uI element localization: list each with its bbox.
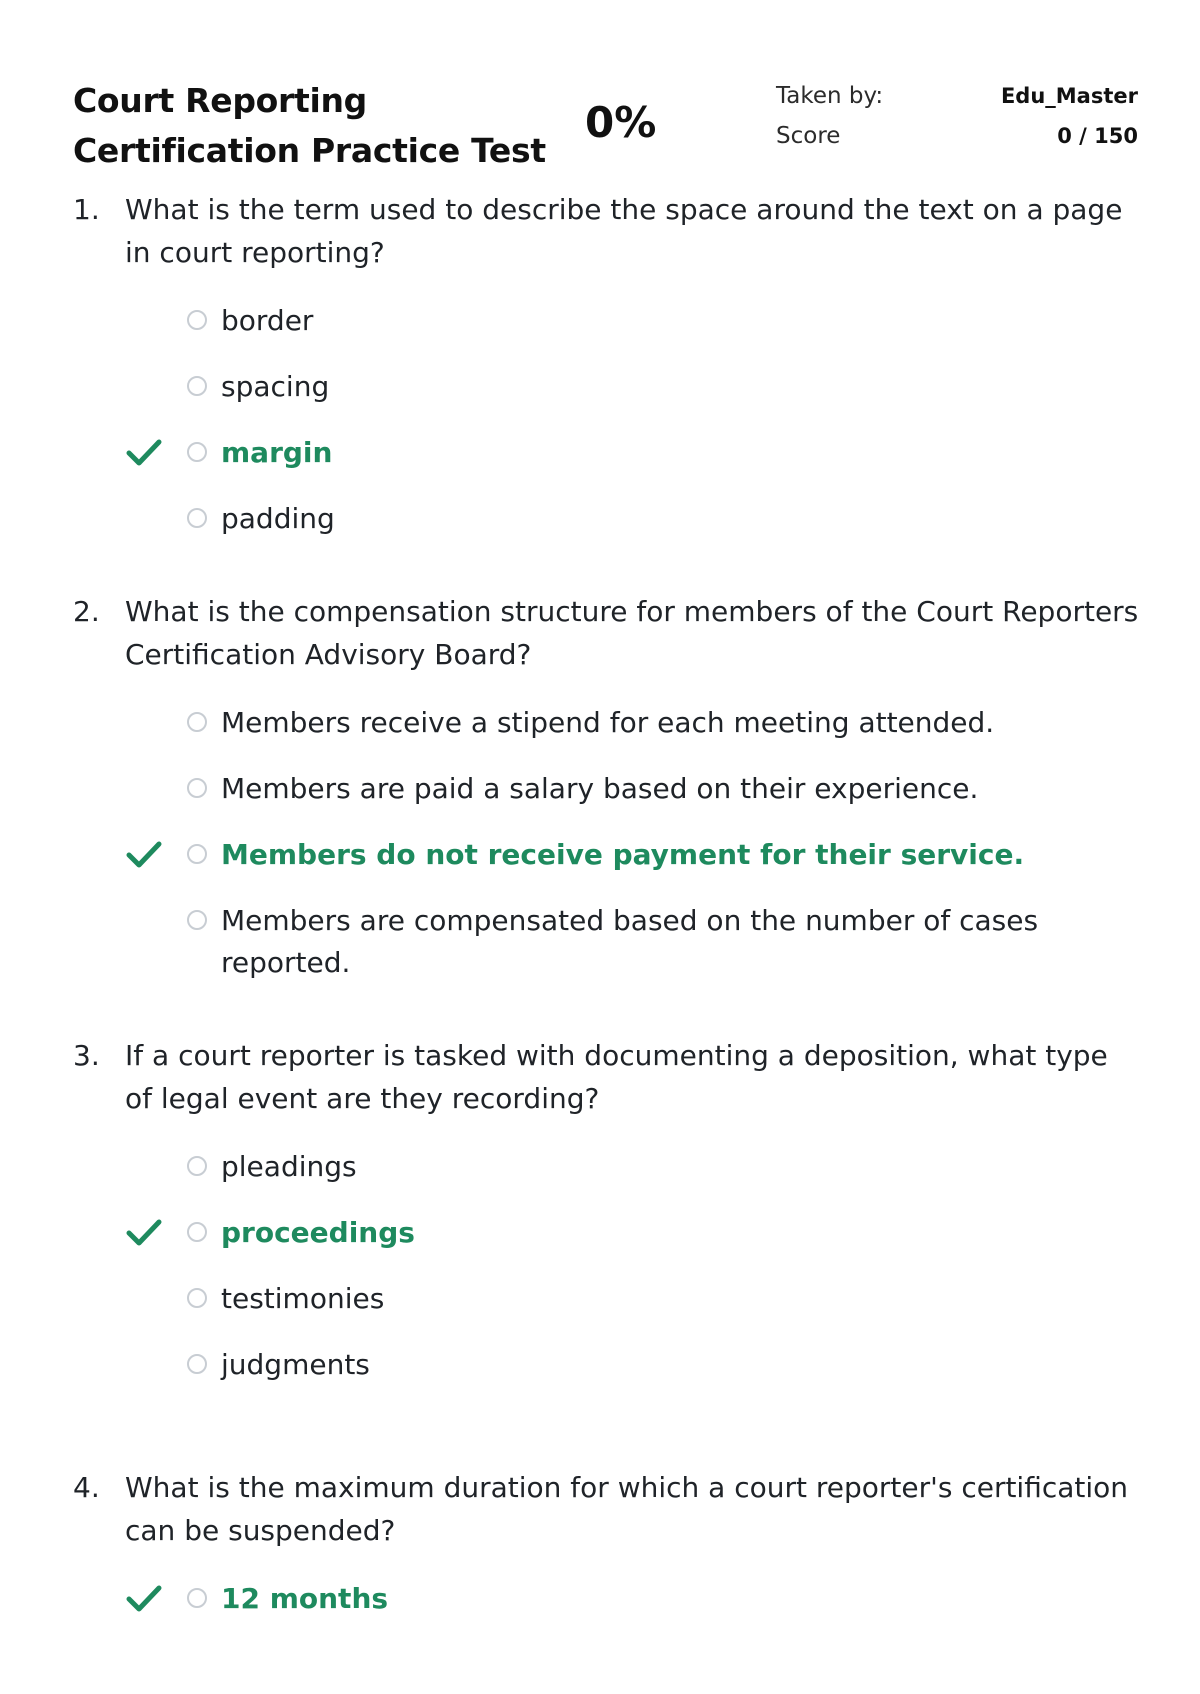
answer-option-correct[interactable] [73, 1212, 1143, 1254]
answer-label: margin [221, 436, 333, 469]
question-header [73, 188, 1143, 274]
answer-options [73, 1146, 1143, 1386]
title-line-1: Court Reporting [73, 81, 367, 120]
test-header [73, 70, 1138, 180]
radio-icon[interactable] [187, 844, 207, 864]
question-number: 1. [73, 193, 100, 226]
answer-option-correct[interactable] [73, 1578, 1143, 1620]
check-icon [126, 1218, 162, 1248]
score-percent: 0% [585, 98, 657, 147]
question-number: 4. [73, 1471, 100, 1504]
answer-label: spacing [221, 370, 330, 403]
answer-option[interactable] [73, 900, 1143, 984]
check-icon [126, 1584, 162, 1614]
taken-by-label: Taken by: [776, 83, 884, 109]
radio-icon[interactable] [187, 1588, 207, 1608]
radio-icon[interactable] [187, 712, 207, 732]
radio-icon[interactable] [187, 442, 207, 462]
answer-label: proceedings [221, 1216, 415, 1249]
question-text: If a court reporter is tasked with documenting a deposition, what type of legal event are they recording? [125, 1039, 1108, 1115]
radio-icon[interactable] [187, 310, 207, 330]
title-line-2: Certification Practice Test [73, 131, 546, 170]
question-text: What is the compensation structure for members of the Court Reporters Certification Advisory Board? [125, 595, 1139, 671]
question-2 [73, 590, 1143, 1008]
check-icon [126, 840, 162, 870]
question-number: 3. [73, 1039, 100, 1072]
answer-option[interactable] [73, 1344, 1143, 1386]
answer-label: border [221, 304, 314, 337]
answer-option[interactable] [73, 1146, 1143, 1188]
question-4 [73, 1466, 1143, 1644]
answer-label: Members are compensated based on the number of cases reported. [221, 904, 1039, 979]
question-header [73, 1466, 1143, 1552]
answer-option[interactable] [73, 768, 1143, 810]
answer-option-correct[interactable] [73, 432, 1143, 474]
score-row [776, 116, 1138, 156]
answer-label: testimonies [221, 1282, 385, 1315]
answer-options [73, 1578, 1143, 1620]
question-number: 2. [73, 595, 100, 628]
score-value: 0 / 150 [1057, 124, 1138, 148]
answer-label: Members do not receive payment for their service. [221, 838, 1025, 871]
taken-by-value: Edu_Master [1000, 84, 1138, 108]
answer-option[interactable] [73, 702, 1143, 744]
answer-label: Members receive a stipend for each meeting attended. [221, 706, 995, 739]
check-icon [126, 438, 162, 468]
answer-options [73, 702, 1143, 984]
page-title [73, 76, 546, 176]
radio-icon[interactable] [187, 1156, 207, 1176]
radio-icon[interactable] [187, 508, 207, 528]
question-header [73, 1034, 1143, 1120]
question-1 [73, 188, 1143, 564]
answer-label: Members are paid a salary based on their experience. [221, 772, 979, 805]
radio-icon[interactable] [187, 778, 207, 798]
answer-option[interactable] [73, 300, 1143, 342]
question-3 [73, 1034, 1143, 1410]
radio-icon[interactable] [187, 910, 207, 930]
answer-option[interactable] [73, 498, 1143, 540]
radio-icon[interactable] [187, 1354, 207, 1374]
answer-option[interactable] [73, 366, 1143, 408]
radio-icon[interactable] [187, 1222, 207, 1242]
radio-icon[interactable] [187, 376, 207, 396]
question-text: What is the maximum duration for which a court reporter's certification can be suspended? [125, 1471, 1129, 1547]
radio-icon[interactable] [187, 1288, 207, 1308]
answer-label: 12 months [221, 1582, 389, 1615]
taken-by-row [776, 76, 1138, 116]
answer-label: judgments [221, 1348, 370, 1381]
score-label: Score [776, 123, 841, 149]
answer-label: padding [221, 502, 335, 535]
answer-option[interactable] [73, 1278, 1143, 1320]
answer-label: pleadings [221, 1150, 357, 1183]
answer-options [73, 300, 1143, 540]
question-text: What is the term used to describe the space around the text on a page in court reporting? [125, 193, 1123, 269]
answer-option-correct[interactable] [73, 834, 1143, 876]
test-meta [776, 76, 1138, 156]
question-header [73, 590, 1143, 676]
